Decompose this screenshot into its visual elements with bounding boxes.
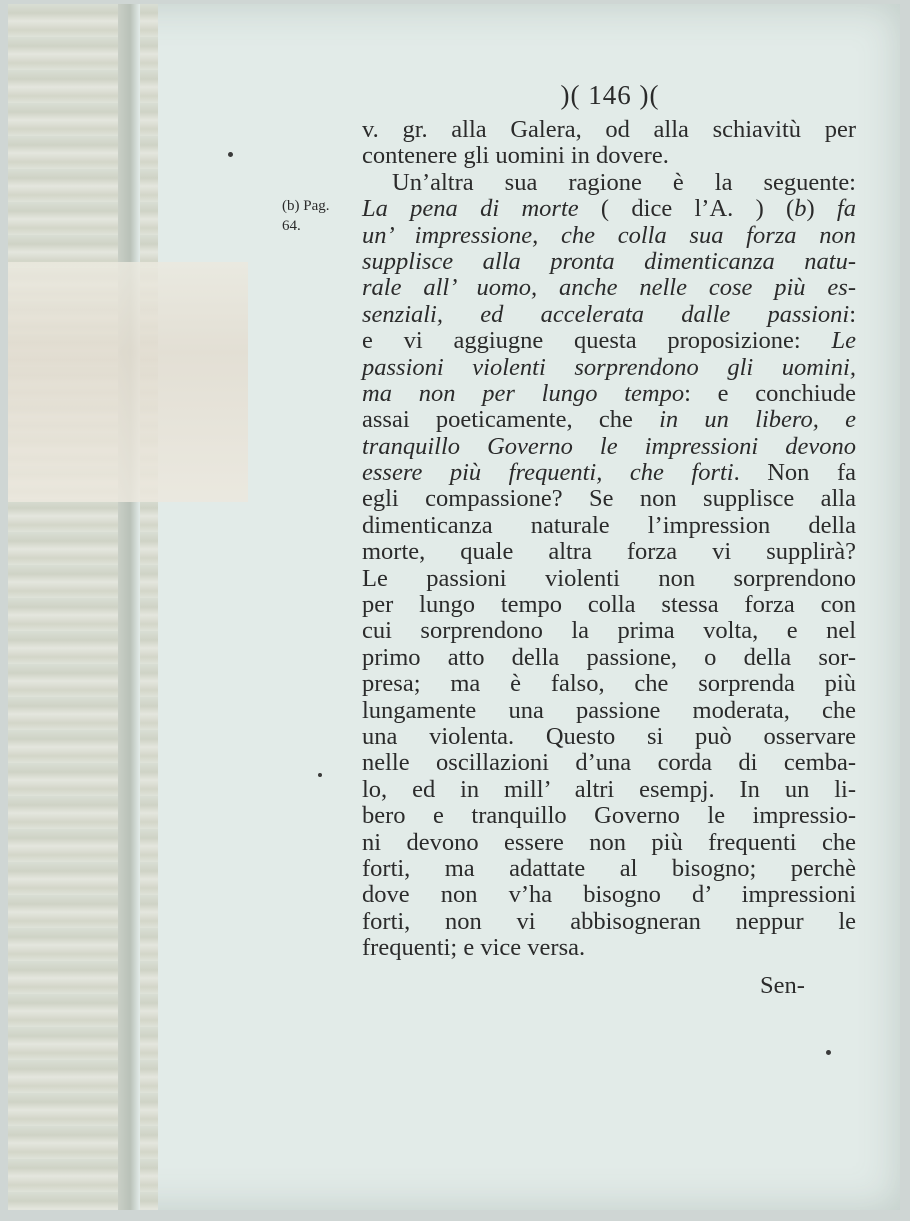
text-run: ni devono essere non più frequenti che (362, 828, 856, 856)
binding-shadow (118, 4, 140, 1210)
text-run: lo, ed in mill’ altri esempj. In un li- (362, 775, 856, 803)
text-run: v. gr. alla Galera, od alla schiavitù per (362, 116, 856, 143)
text-line (362, 302, 856, 328)
text-line (362, 434, 856, 460)
text-run: cui sorprendono la prima volta, e nel (362, 617, 856, 645)
text-line (362, 249, 856, 275)
text-line (362, 566, 856, 592)
italic-text: ma non per lungo tempo (362, 379, 685, 407)
page-number: )( 146 )( (560, 80, 660, 110)
text-run: per lungo tempo colla stessa forza con (362, 591, 856, 619)
text-line (362, 117, 856, 143)
text-line (362, 170, 856, 196)
blurred-strip (8, 262, 248, 502)
text-line (362, 460, 856, 486)
margin-note (282, 196, 342, 236)
text-line (362, 486, 856, 512)
italic-text: La pena di morte (362, 195, 579, 223)
margin-note-ref: (b) Pag. (282, 198, 330, 214)
text-line (362, 355, 856, 381)
text-run: morte, quale altra forza vi supplirà? (362, 538, 856, 566)
text-run: dove non v’ha bisogno d’ impressioni (362, 881, 856, 909)
text-run: contenere gli uomini in dovere. (362, 142, 669, 170)
text-run: una violenta. Questo si può osservare (362, 722, 856, 750)
italic-text: b (794, 195, 807, 223)
text-run: : e conchiude (684, 379, 856, 407)
ink-speck (826, 1050, 831, 1055)
italic-text: essere più frequenti, che forti (362, 459, 734, 487)
text-run: e vi aggiugne questa proposizione: (362, 327, 832, 355)
text-line (362, 223, 856, 249)
italic-text: in un libero, e (659, 406, 856, 434)
text-line (362, 856, 856, 882)
text-run: Un’altra sua ragione è la seguente: (392, 168, 856, 196)
text-run: : (849, 300, 856, 328)
body-text (362, 117, 856, 962)
text-run: forti, non vi abbisogneran neppur le (362, 907, 856, 935)
text-line (362, 407, 856, 433)
text-line (362, 513, 856, 539)
text-line (362, 698, 856, 724)
text-run: forti, ma adattate al bisogno; perchè (362, 854, 856, 882)
text-line (362, 196, 856, 222)
text-line (362, 803, 856, 829)
catchword: Sen- (760, 972, 805, 999)
text-line (362, 882, 856, 908)
page-header (0, 80, 910, 111)
italic-text: rale all’ uomo, anche nelle cose più es- (362, 274, 856, 302)
text-run: bero e tranquillo Governo le impressio- (362, 802, 856, 830)
text-run: . Non fa (733, 459, 856, 487)
text-run: dimenticanza naturale l’impression della (362, 511, 856, 539)
text-line (362, 381, 856, 407)
italic-text: passioni violenti sorprendono gli uomini, (362, 353, 856, 381)
text-line (362, 909, 856, 935)
ink-speck (318, 773, 322, 777)
text-run: frequenti; e vice versa. (362, 934, 586, 962)
text-line (362, 539, 856, 565)
text-line (362, 328, 856, 354)
text-line (362, 618, 856, 644)
italic-text: fa (836, 195, 856, 223)
text-run: Le passioni violenti non sorprendono (362, 564, 856, 592)
text-line (362, 777, 856, 803)
text-run: presa; ma è falso, che sorprenda più (362, 670, 856, 698)
text-run: ( dice l’A. ) ( (578, 195, 795, 223)
text-run: assai poeticamente, che (362, 406, 660, 434)
italic-text: supplisce alla pronta dimenticanza natu- (362, 247, 856, 275)
text-run: egli compassione? Se non supplisce alla (362, 485, 856, 513)
text-run: primo atto della passione, o della sor- (362, 643, 856, 671)
italic-text: tranquillo Governo le impressioni devono (362, 432, 856, 460)
text-line (362, 592, 856, 618)
ink-speck (228, 152, 233, 157)
text-line (362, 750, 856, 776)
text-run: nelle oscillazioni d’una corda di cemba- (362, 749, 856, 777)
text-line (362, 724, 856, 750)
text-line (362, 671, 856, 697)
italic-text: senziali, ed accelerata dalle passioni (362, 300, 850, 328)
margin-note-page: 64. (282, 218, 301, 234)
text-run: ) (806, 195, 837, 223)
text-run: lungamente una passione moderata, che (362, 696, 856, 724)
text-line (362, 275, 856, 301)
text-line (362, 830, 856, 856)
text-line (362, 645, 856, 671)
italic-text: un’ impressione, che colla sua forza non (362, 221, 856, 249)
italic-text: Le (831, 327, 856, 355)
text-line (362, 935, 856, 961)
text-line (362, 143, 856, 169)
